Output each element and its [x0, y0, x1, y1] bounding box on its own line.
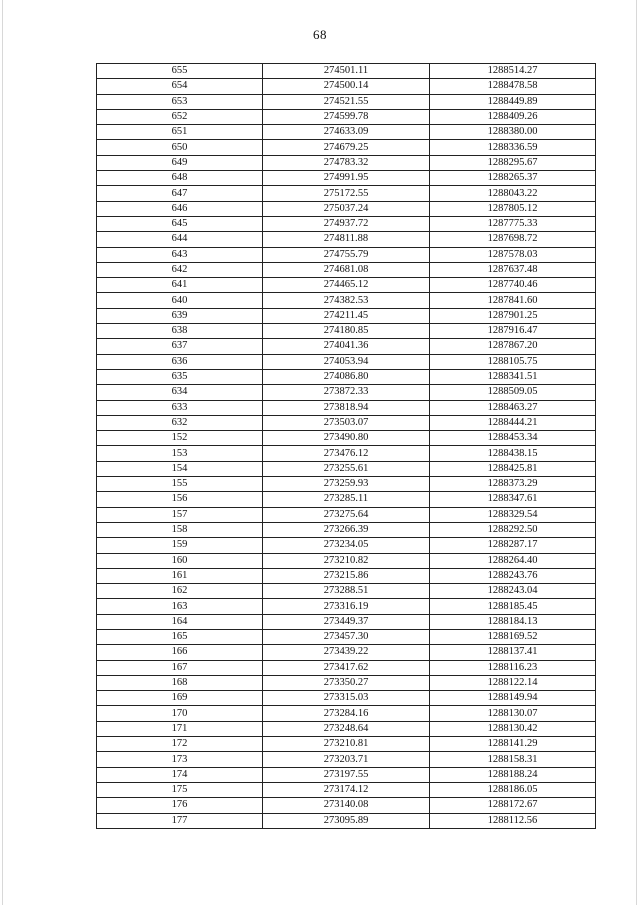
- x-coordinate-cell: 274783.32: [263, 155, 430, 170]
- point-number-cell: 169: [97, 691, 263, 706]
- y-coordinate-cell: 1288509.05: [430, 385, 596, 400]
- y-coordinate-cell: 1288463.27: [430, 400, 596, 415]
- point-number-cell: 158: [97, 522, 263, 537]
- y-coordinate-cell: 1287637.48: [430, 262, 596, 277]
- point-number-cell: 654: [97, 79, 263, 94]
- point-number-cell: 173: [97, 752, 263, 767]
- y-coordinate-cell: 1288336.59: [430, 140, 596, 155]
- y-coordinate-cell: 1287578.03: [430, 247, 596, 262]
- y-coordinate-cell: 1288105.75: [430, 354, 596, 369]
- x-coordinate-cell: 274382.53: [263, 293, 430, 308]
- table-row: [97, 706, 596, 721]
- table-row: [97, 339, 596, 354]
- table-row: [97, 155, 596, 170]
- x-coordinate-cell: 273255.61: [263, 461, 430, 476]
- point-number-cell: 161: [97, 568, 263, 583]
- point-number-cell: 156: [97, 492, 263, 507]
- table-row: [97, 538, 596, 553]
- point-number-cell: 650: [97, 140, 263, 155]
- point-number-cell: 646: [97, 201, 263, 216]
- table-row: [97, 782, 596, 797]
- table-row: [97, 369, 596, 384]
- y-coordinate-cell: 1288287.17: [430, 538, 596, 553]
- table-row: [97, 629, 596, 644]
- table-row: [97, 431, 596, 446]
- point-number-cell: 641: [97, 278, 263, 293]
- point-number-cell: 153: [97, 446, 263, 461]
- x-coordinate-cell: 273316.19: [263, 599, 430, 614]
- point-number-cell: 640: [97, 293, 263, 308]
- x-coordinate-cell: 273285.11: [263, 492, 430, 507]
- x-coordinate-cell: 273140.08: [263, 798, 430, 813]
- y-coordinate-cell: 1288130.42: [430, 721, 596, 736]
- point-number-cell: 634: [97, 385, 263, 400]
- point-number-cell: 160: [97, 553, 263, 568]
- y-coordinate-cell: 1288373.29: [430, 477, 596, 492]
- x-coordinate-cell: 273095.89: [263, 813, 430, 828]
- y-coordinate-cell: 1288347.61: [430, 492, 596, 507]
- table-row: [97, 415, 596, 430]
- table-row: [97, 171, 596, 186]
- point-number-cell: 635: [97, 369, 263, 384]
- table-row: [97, 79, 596, 94]
- point-number-cell: 648: [97, 171, 263, 186]
- y-coordinate-cell: 1287740.46: [430, 278, 596, 293]
- y-coordinate-cell: 1288043.22: [430, 186, 596, 201]
- point-number-cell: 649: [97, 155, 263, 170]
- x-coordinate-cell: 273503.07: [263, 415, 430, 430]
- table-row: [97, 385, 596, 400]
- point-number-cell: 644: [97, 232, 263, 247]
- x-coordinate-cell: 274041.36: [263, 339, 430, 354]
- table-row: [97, 94, 596, 109]
- table-row: [97, 752, 596, 767]
- point-number-cell: 637: [97, 339, 263, 354]
- x-coordinate-cell: 273259.93: [263, 477, 430, 492]
- table-row: [97, 553, 596, 568]
- y-coordinate-cell: 1288184.13: [430, 614, 596, 629]
- x-coordinate-cell: 273266.39: [263, 522, 430, 537]
- x-coordinate-cell: 274755.79: [263, 247, 430, 262]
- x-coordinate-cell: 274681.08: [263, 262, 430, 277]
- table-row: [97, 477, 596, 492]
- y-coordinate-cell: 1288265.37: [430, 171, 596, 186]
- point-number-cell: 164: [97, 614, 263, 629]
- point-number-cell: 636: [97, 354, 263, 369]
- scan-edge-left: [2, 0, 3, 905]
- x-coordinate-cell: 273476.12: [263, 446, 430, 461]
- point-number-cell: 163: [97, 599, 263, 614]
- point-number-cell: 157: [97, 507, 263, 522]
- table-row: [97, 354, 596, 369]
- point-number-cell: 155: [97, 477, 263, 492]
- scan-edge-right: [636, 0, 637, 905]
- x-coordinate-cell: 273457.30: [263, 629, 430, 644]
- y-coordinate-cell: 1288112.56: [430, 813, 596, 828]
- point-number-cell: 645: [97, 216, 263, 231]
- x-coordinate-cell: 273203.71: [263, 752, 430, 767]
- x-coordinate-cell: 273350.27: [263, 675, 430, 690]
- y-coordinate-cell: 1288243.04: [430, 584, 596, 599]
- point-number-cell: 172: [97, 737, 263, 752]
- table-row: [97, 813, 596, 828]
- table-row: [97, 186, 596, 201]
- page-number: 68: [313, 27, 327, 42]
- y-coordinate-cell: 1287775.33: [430, 216, 596, 231]
- point-number-cell: 632: [97, 415, 263, 430]
- x-coordinate-cell: 274501.11: [263, 64, 430, 79]
- point-number-cell: 159: [97, 538, 263, 553]
- point-number-cell: 653: [97, 94, 263, 109]
- table-row: [97, 247, 596, 262]
- x-coordinate-cell: 274521.55: [263, 94, 430, 109]
- table-row: [97, 461, 596, 476]
- y-coordinate-cell: 1288409.26: [430, 109, 596, 124]
- point-number-cell: 166: [97, 645, 263, 660]
- y-coordinate-cell: 1288137.41: [430, 645, 596, 660]
- x-coordinate-cell: 274500.14: [263, 79, 430, 94]
- point-number-cell: 167: [97, 660, 263, 675]
- point-number-cell: 633: [97, 400, 263, 415]
- table-row: [97, 492, 596, 507]
- table-row: [97, 645, 596, 660]
- x-coordinate-cell: 273818.94: [263, 400, 430, 415]
- y-coordinate-cell: 1288453.34: [430, 431, 596, 446]
- table-row: [97, 446, 596, 461]
- x-coordinate-cell: 274937.72: [263, 216, 430, 231]
- x-coordinate-cell: 273439.22: [263, 645, 430, 660]
- point-number-cell: 168: [97, 675, 263, 690]
- point-number-cell: 642: [97, 262, 263, 277]
- table-row: [97, 125, 596, 140]
- y-coordinate-cell: 1288295.67: [430, 155, 596, 170]
- y-coordinate-cell: 1288449.89: [430, 94, 596, 109]
- table-row: [97, 109, 596, 124]
- y-coordinate-cell: 1288186.05: [430, 782, 596, 797]
- coordinates-table: [96, 63, 596, 829]
- point-number-cell: 638: [97, 324, 263, 339]
- x-coordinate-cell: 273215.86: [263, 568, 430, 583]
- y-coordinate-cell: 1288438.15: [430, 446, 596, 461]
- table-row: [97, 278, 596, 293]
- x-coordinate-cell: 273288.51: [263, 584, 430, 599]
- x-coordinate-cell: 274679.25: [263, 140, 430, 155]
- y-coordinate-cell: 1288116.23: [430, 660, 596, 675]
- table-row: [97, 262, 596, 277]
- point-number-cell: 165: [97, 629, 263, 644]
- table-row: [97, 140, 596, 155]
- y-coordinate-cell: 1288188.24: [430, 767, 596, 782]
- x-coordinate-cell: 273284.16: [263, 706, 430, 721]
- x-coordinate-cell: 274180.85: [263, 324, 430, 339]
- y-coordinate-cell: 1288169.52: [430, 629, 596, 644]
- y-coordinate-cell: 1288478.58: [430, 79, 596, 94]
- y-coordinate-cell: 1287901.25: [430, 308, 596, 323]
- table-row: [97, 568, 596, 583]
- x-coordinate-cell: 273248.64: [263, 721, 430, 736]
- table-row: [97, 737, 596, 752]
- y-coordinate-cell: 1288185.45: [430, 599, 596, 614]
- x-coordinate-cell: 273872.33: [263, 385, 430, 400]
- y-coordinate-cell: 1288514.27: [430, 64, 596, 79]
- point-number-cell: 177: [97, 813, 263, 828]
- table-row: [97, 216, 596, 231]
- y-coordinate-cell: 1288444.21: [430, 415, 596, 430]
- table-row: [97, 64, 596, 79]
- table-row: [97, 201, 596, 216]
- y-coordinate-cell: 1288122.14: [430, 675, 596, 690]
- y-coordinate-cell: 1287916.47: [430, 324, 596, 339]
- y-coordinate-cell: 1288149.94: [430, 691, 596, 706]
- x-coordinate-cell: 273197.55: [263, 767, 430, 782]
- x-coordinate-cell: 274465.12: [263, 278, 430, 293]
- x-coordinate-cell: 274811.88: [263, 232, 430, 247]
- x-coordinate-cell: 273417.62: [263, 660, 430, 675]
- point-number-cell: 175: [97, 782, 263, 797]
- x-coordinate-cell: 274053.94: [263, 354, 430, 369]
- x-coordinate-cell: 274211.45: [263, 308, 430, 323]
- y-coordinate-cell: 1288243.76: [430, 568, 596, 583]
- x-coordinate-cell: 273210.82: [263, 553, 430, 568]
- x-coordinate-cell: 275172.55: [263, 186, 430, 201]
- table-row: [97, 675, 596, 690]
- y-coordinate-cell: 1288329.54: [430, 507, 596, 522]
- point-number-cell: 655: [97, 64, 263, 79]
- x-coordinate-cell: 274991.95: [263, 171, 430, 186]
- y-coordinate-cell: 1288172.67: [430, 798, 596, 813]
- point-number-cell: 652: [97, 109, 263, 124]
- x-coordinate-cell: 274086.80: [263, 369, 430, 384]
- x-coordinate-cell: 273234.05: [263, 538, 430, 553]
- x-coordinate-cell: 273275.64: [263, 507, 430, 522]
- y-coordinate-cell: 1288141.29: [430, 737, 596, 752]
- x-coordinate-cell: 273315.03: [263, 691, 430, 706]
- point-number-cell: 647: [97, 186, 263, 201]
- y-coordinate-cell: 1287867.20: [430, 339, 596, 354]
- table-row: [97, 507, 596, 522]
- table-row: [97, 400, 596, 415]
- table-row: [97, 293, 596, 308]
- table-row: [97, 691, 596, 706]
- y-coordinate-cell: 1287805.12: [430, 201, 596, 216]
- y-coordinate-cell: 1288158.31: [430, 752, 596, 767]
- x-coordinate-cell: 274633.09: [263, 125, 430, 140]
- point-number-cell: 643: [97, 247, 263, 262]
- table-row: [97, 614, 596, 629]
- y-coordinate-cell: 1288380.00: [430, 125, 596, 140]
- point-number-cell: 651: [97, 125, 263, 140]
- table-row: [97, 798, 596, 813]
- table-row: [97, 660, 596, 675]
- point-number-cell: 171: [97, 721, 263, 736]
- x-coordinate-cell: 273174.12: [263, 782, 430, 797]
- table-row: [97, 599, 596, 614]
- table-row: [97, 522, 596, 537]
- y-coordinate-cell: 1288130.07: [430, 706, 596, 721]
- point-number-cell: 174: [97, 767, 263, 782]
- y-coordinate-cell: 1288292.50: [430, 522, 596, 537]
- y-coordinate-cell: 1288425.81: [430, 461, 596, 476]
- table-row: [97, 584, 596, 599]
- y-coordinate-cell: 1287841.60: [430, 293, 596, 308]
- table-row: [97, 324, 596, 339]
- y-coordinate-cell: 1288264.40: [430, 553, 596, 568]
- table-row: [97, 308, 596, 323]
- point-number-cell: 154: [97, 461, 263, 476]
- x-coordinate-cell: 274599.78: [263, 109, 430, 124]
- point-number-cell: 176: [97, 798, 263, 813]
- point-number-cell: 639: [97, 308, 263, 323]
- x-coordinate-cell: 273210.81: [263, 737, 430, 752]
- table-row: [97, 721, 596, 736]
- x-coordinate-cell: 273490.80: [263, 431, 430, 446]
- y-coordinate-cell: 1288341.51: [430, 369, 596, 384]
- coordinates-table-body: [97, 64, 596, 829]
- point-number-cell: 152: [97, 431, 263, 446]
- x-coordinate-cell: 275037.24: [263, 201, 430, 216]
- table-row: [97, 232, 596, 247]
- x-coordinate-cell: 273449.37: [263, 614, 430, 629]
- y-coordinate-cell: 1287698.72: [430, 232, 596, 247]
- table-row: [97, 767, 596, 782]
- point-number-cell: 170: [97, 706, 263, 721]
- point-number-cell: 162: [97, 584, 263, 599]
